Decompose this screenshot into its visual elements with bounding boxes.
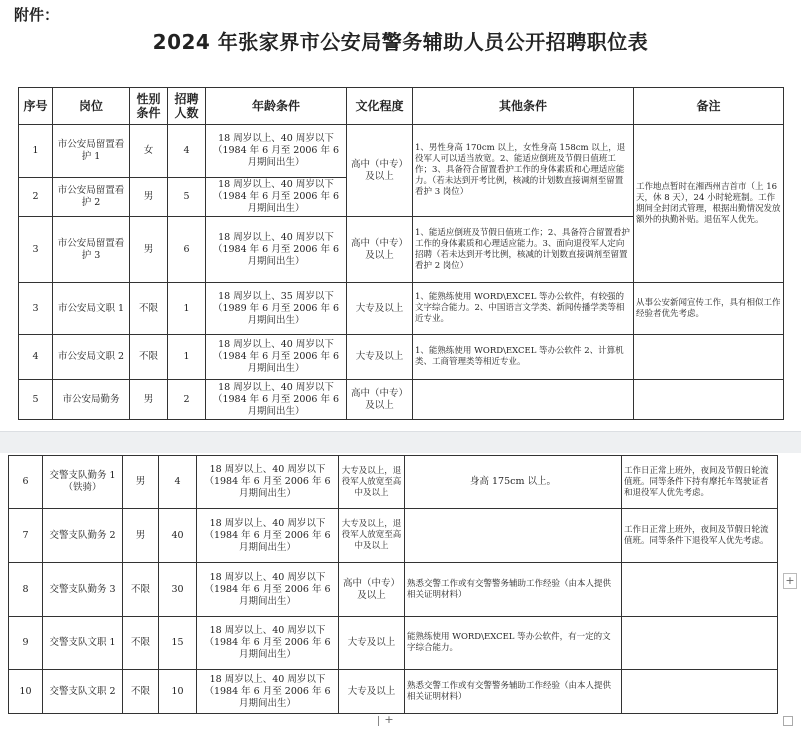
- table-row: [19, 125, 784, 178]
- header-other: 其他条件: [413, 88, 634, 125]
- cell-remarks: 从事公安新闻宣传工作，具有相似工作经验者优先考虑。: [634, 283, 784, 335]
- positions-table-1: [18, 87, 784, 420]
- cell-count: 1: [168, 283, 206, 335]
- cell-education: 高中（中专）及以上: [339, 563, 405, 617]
- header-row: [19, 88, 784, 125]
- cell-remarks: 工作日正常上班外，夜间及节假日轮流值班。同等条件下持有摩托车驾驶证者和退役军人优先考虑。: [622, 456, 778, 509]
- cell-remarks: 工作地点暂时在湘西州吉首市（上 16 天，休 8 天），24 小时轮班制。工作期间全封闭式管理，根据出勤情况发放额外的执勤补贴。退伍军人优先。: [634, 125, 784, 283]
- cell-post: 市公安局留置看护 2: [53, 178, 130, 217]
- cell-age: 18 周岁以上、40 周岁以下（1984 年 6 月至 2006 年 6 月期间出生）: [197, 617, 339, 670]
- table-row: [9, 509, 778, 563]
- cell-post: 市公安局留置看护 1: [53, 125, 130, 178]
- cell-count: 1: [168, 335, 206, 380]
- cell-count: 4: [168, 125, 206, 178]
- cell-education: 高中（中专）及以上: [347, 217, 413, 283]
- cell-gender: 女: [130, 125, 168, 178]
- cell-count: 5: [168, 178, 206, 217]
- cell-education: 大专及以上，退役军人放宽至高中及以上: [339, 456, 405, 509]
- cell-post: 交警支队文职 2: [43, 670, 123, 714]
- cell-seq: 1: [19, 125, 53, 178]
- cell-seq: 8: [9, 563, 43, 617]
- table-row: [9, 670, 778, 714]
- cell-age: 18 周岁以上、40 周岁以下（1984 年 6 月至 2006 年 6 月期间出生）: [206, 178, 347, 217]
- cell-age: 18 周岁以上、40 周岁以下（1984 年 6 月至 2006 年 6 月期间出生）: [206, 335, 347, 380]
- table-row: [19, 380, 784, 420]
- cell-other-conditions: 能熟练使用 WORD\EXCEL 等办公软件，有一定的文字综合能力。: [405, 617, 622, 670]
- cell-remarks: [622, 563, 778, 617]
- cell-count: 6: [168, 217, 206, 283]
- cell-education: 大专及以上: [347, 283, 413, 335]
- cell-seq: 10: [9, 670, 43, 714]
- add-column-button[interactable]: +: [783, 573, 797, 589]
- cell-gender: 男: [123, 456, 159, 509]
- cell-age: 18 周岁以上、40 周岁以下（1984 年 6 月至 2006 年 6 月期间出生）: [206, 125, 347, 178]
- cell-remarks: [622, 670, 778, 714]
- cell-other-conditions: 身高 175cm 以上。: [405, 456, 622, 509]
- cell-gender: 男: [130, 217, 168, 283]
- cell-education: 高中（中专）及以上: [347, 125, 413, 217]
- cell-education: 大专及以上: [339, 670, 405, 714]
- cell-age: 18 周岁以上、40 周岁以下（1984 年 6 月至 2006 年 6 月期间出生）: [206, 380, 347, 420]
- cell-post: 市公安局留置看护 3: [53, 217, 130, 283]
- cell-other-conditions: [413, 380, 634, 420]
- cell-post: 交警支队勤务 2: [43, 509, 123, 563]
- cell-remarks: [634, 380, 784, 420]
- cell-other-conditions: 1、能适应倒班及节假日值班工作；2、具备符合留置看护工作的身体素质和心理适应能力。3、面向退役军人定向招聘（若未达到开考比例，核减的计划数直接调剂至留置看护 2 岗位）: [413, 217, 634, 283]
- cell-age: 18 周岁以上、40 周岁以下（1984 年 6 月至 2006 年 6 月期间出生）: [197, 456, 339, 509]
- cell-seq: 4: [19, 335, 53, 380]
- cell-gender: 不限: [123, 563, 159, 617]
- positions-table-2: [8, 455, 778, 714]
- page-gap: [0, 431, 801, 455]
- cell-other-conditions: [405, 509, 622, 563]
- cell-education: 大专及以上，退役军人放宽至高中及以上: [339, 509, 405, 563]
- cell-post: 市公安局文职 1: [53, 283, 130, 335]
- cell-remarks: 工作日正常上班外，夜间及节假日轮流值班。同等条件下退役军人优先考虑。: [622, 509, 778, 563]
- header-seq: 序号: [19, 88, 53, 125]
- cell-education: 高中（中专）及以上: [347, 380, 413, 420]
- header-post: 岗位: [53, 88, 130, 125]
- cell-other-conditions: 1、男性身高 170cm 以上，女性身高 158cm 以上，退役军人可以适当放宽。2、能适应倒班及节假日值班工作；3、具备符合留置看护工作的身体素质和心理适应能力。（若未达到开考比例，核减的计划数直接调剂至留置看护 3 岗位）: [413, 125, 634, 217]
- cell-education: 大专及以上: [339, 617, 405, 670]
- cell-seq: 9: [9, 617, 43, 670]
- cell-remarks: [622, 617, 778, 670]
- cell-age: 18 周岁以上、40 周岁以下（1984 年 6 月至 2006 年 6 月期间出生）: [197, 509, 339, 563]
- cell-age: 18 周岁以上、35 周岁以下（1989 年 6 月至 2006 年 6 月期间出生）: [206, 283, 347, 335]
- cell-count: 40: [159, 509, 197, 563]
- cell-remarks: [634, 335, 784, 380]
- cell-gender: 男: [130, 380, 168, 420]
- cell-gender: 不限: [130, 283, 168, 335]
- cell-count: 4: [159, 456, 197, 509]
- cell-count: 2: [168, 380, 206, 420]
- cell-age: 18 周岁以上、40 周岁以下（1984 年 6 月至 2006 年 6 月期间出生）: [197, 563, 339, 617]
- table-row: [19, 283, 784, 335]
- cell-post: 交警支队文职 1: [43, 617, 123, 670]
- cell-count: 30: [159, 563, 197, 617]
- cell-seq: 3: [19, 217, 53, 283]
- cell-post: 交警支队勤务 1（铁骑）: [43, 456, 123, 509]
- add-row-button[interactable]: +: [384, 713, 394, 726]
- header-count: 招聘人数: [168, 88, 206, 125]
- cell-other-conditions: 熟悉交警工作或有交警警务辅助工作经验（由本人提供相关证明材料）: [405, 670, 622, 714]
- cell-seq: 7: [9, 509, 43, 563]
- cell-count: 10: [159, 670, 197, 714]
- cell-other-conditions: 1、能熟练使用 WORD\EXCEL 等办公软件，有较强的文字综合能力。2、中国语言文学类、新闻传播学类等相近专业。: [413, 283, 634, 335]
- cell-post: 市公安局文职 2: [53, 335, 130, 380]
- text-cursor: [378, 716, 379, 726]
- cell-other-conditions: 熟悉交警工作或有交警警务辅助工作经验（由本人提供相关证明材料）: [405, 563, 622, 617]
- table-row: [9, 563, 778, 617]
- cell-post: 交警支队勤务 3: [43, 563, 123, 617]
- cell-count: 15: [159, 617, 197, 670]
- attachment-label: 附件：: [14, 6, 60, 24]
- cell-seq: 2: [19, 178, 53, 217]
- cell-gender: 不限: [123, 617, 159, 670]
- header-age: 年龄条件: [206, 88, 347, 125]
- cell-seq: 6: [9, 456, 43, 509]
- header-remarks: 备注: [634, 88, 784, 125]
- cell-seq: 5: [19, 380, 53, 420]
- cell-post: 市公安局勤务: [53, 380, 130, 420]
- cell-gender: 不限: [130, 335, 168, 380]
- table-resize-handle[interactable]: [783, 716, 793, 726]
- cell-other-conditions: 1、能熟练使用 WORD\EXCEL 等办公软件 2、计算机类、工商管理类等相近专业。: [413, 335, 634, 380]
- cell-age: 18 周岁以上、40 周岁以下（1984 年 6 月至 2006 年 6 月期间出生）: [206, 217, 347, 283]
- cell-gender: 不限: [123, 670, 159, 714]
- cell-age: 18 周岁以上、40 周岁以下（1984 年 6 月至 2006 年 6 月期间出生）: [197, 670, 339, 714]
- cell-gender: 男: [130, 178, 168, 217]
- table-row: [9, 617, 778, 670]
- cell-seq: 3: [19, 283, 53, 335]
- cell-education: 大专及以上: [347, 335, 413, 380]
- table-row: [9, 456, 778, 509]
- header-education: 文化程度: [347, 88, 413, 125]
- cell-gender: 男: [123, 509, 159, 563]
- table-row: [19, 335, 784, 380]
- header-gender: 性别条件: [130, 88, 168, 125]
- document-title: 2024 年张家界市公安局警务辅助人员公开招聘职位表: [152, 30, 649, 54]
